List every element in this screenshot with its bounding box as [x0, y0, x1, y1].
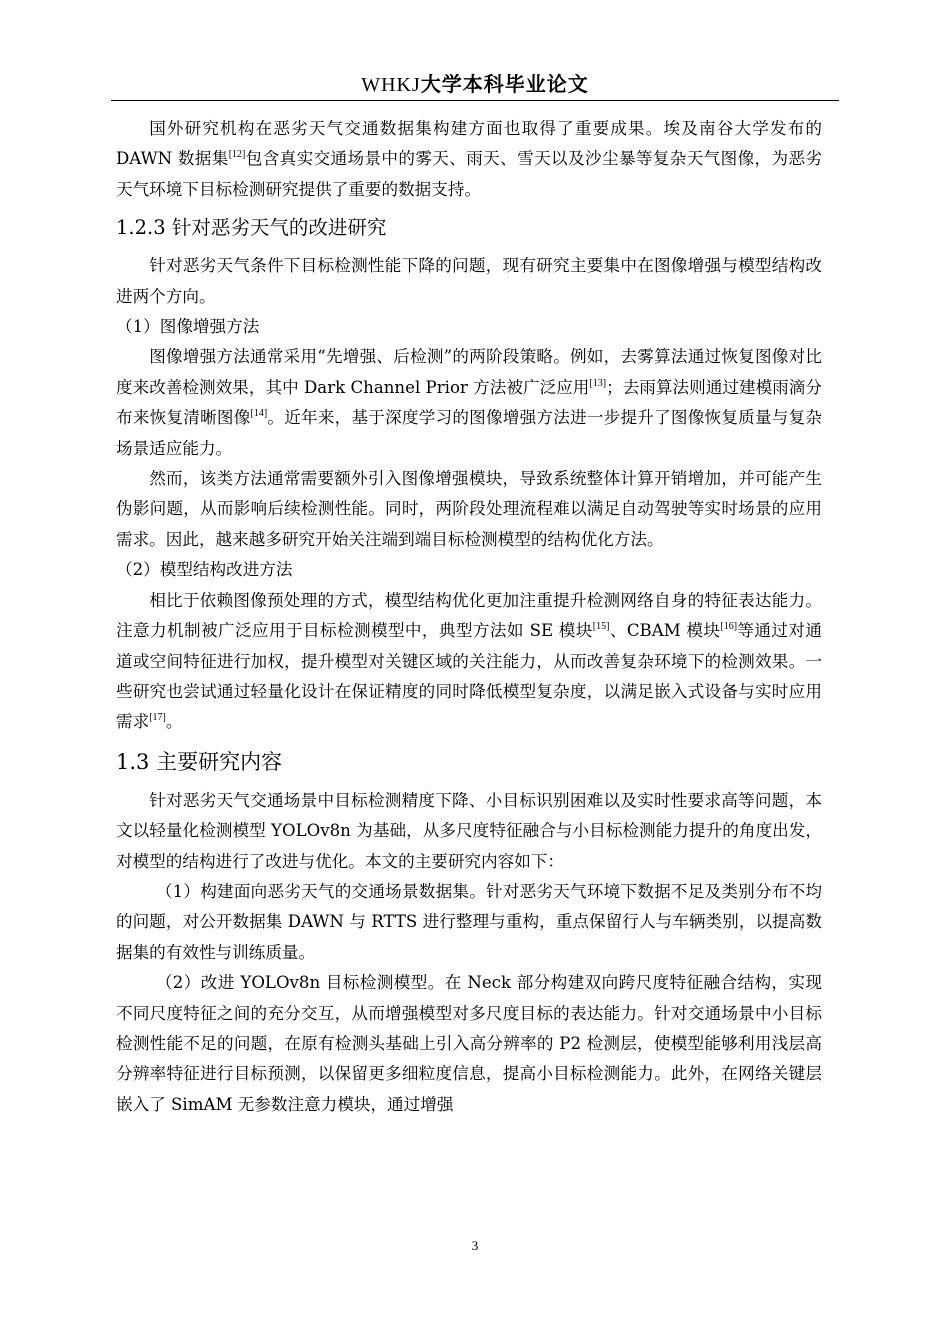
citation: [17] — [149, 712, 166, 724]
text: 相比于依赖图像预处理的方式，模型结构优化更加注重提升检测网络自身的特征表达能力。注意力机制被广泛应用于目标检测模型中，典型方法如 SE 模块 — [116, 590, 822, 641]
paragraph-image-enhancement — [116, 342, 822, 464]
subsection-heading-1-2-3: 1.2.3 针对恶劣天气的改进研究 — [116, 216, 387, 240]
paragraph-research-content: 针对恶劣天气交通场景中目标检测精度下降、小目标识别困难以及实时性要求高等问题，本文以轻量化检测模型 YOLOv8n 为基础，从多尺度特征融合与小目标检测能力提升的角度出发，对模型的结构进行了改进与优化。本文的主要研究内容如下： — [116, 790, 822, 871]
section-heading-1-3: 1.3 主要研究内容 — [116, 749, 283, 774]
text: ；去雨算法则通过建模雨滴分布来恢复清晰图像 — [116, 377, 822, 428]
text: 、CBAM 模块 — [609, 621, 721, 641]
list-heading-model-structure: （2）模型结构改进方法 — [116, 560, 293, 580]
page-number: 3 — [471, 1238, 479, 1253]
header-title: 大学本科毕业论文 — [420, 72, 589, 96]
text: 国外研究机构在恶劣天气交通数据集构建方面也取得了重要成果。埃及南谷大学发布的 DAWN 数据集 — [116, 119, 822, 169]
citation: [12] — [228, 149, 246, 161]
paragraph-item-2: （2）改进 YOLOv8n 目标检测模型。在 Neck 部分构建双向跨尺度特征融合结构，实现不同尺度特征之间的充分交互，从而增强模型对多尺度目标的表达能力。针对交通场景中小目标检测性能不足的问题，在原有检测头基础上引入高分辨率的 P2 检测层，使模型能够利用浅层高分辨率特征进行目标预测，以保留更多细粒度信息，提高小目标检测能力。此外，在网络关键层嵌入了 SimAM 无参数注意力模块，通过增强 — [116, 973, 822, 1114]
running-header — [111, 68, 839, 97]
paragraph-limitations: 然而，该类方法通常需要额外引入图像增强模块，导致系统整体计算开销增加，并可能产生伪影问题，从而影响后续检测性能。同时，两阶段处理流程难以满足自动驾驶等实时场景的应用需求。因此，越来越多研究开始关注端到端目标检测模型的结构优化方法。 — [116, 469, 822, 549]
text: 包含真实交通场景中的雾天、雨天、雪天以及沙尘暴等复杂天气图像，为恶劣天气环境下目标检测研究提供了重要的数据支持。 — [116, 149, 823, 199]
page-body — [116, 114, 822, 1120]
paragraph-intro: 针对恶劣天气条件下目标检测性能下降的问题，现有研究主要集中在图像增强与模型结构改进两个方向。 — [116, 256, 822, 306]
paragraph-dawn — [116, 114, 822, 205]
header-rule — [111, 100, 839, 101]
text: 图像增强方法通常采用“先增强、后检测”的两阶段策略。例如，去雾算法通过恢复图像对比度来改善检测效果，其中 Dark Channel Prior 方法被广泛应用 — [116, 347, 822, 397]
paragraph-model-structure — [116, 586, 822, 738]
citation: [16] — [720, 621, 738, 633]
citation: [15] — [592, 621, 610, 633]
list-heading-image-enhancement: （1）图像增强方法 — [116, 317, 260, 337]
text: 等通过对通道或空间特征进行加权，提升模型对关键区域的关注能力，从而改善复杂环境下的检测效果。一些研究也尝试通过轻量化设计在保证精度的同时降低模型复杂度，以满足嵌入式设备与实时应用需求 — [116, 621, 823, 732]
citation: [14] — [250, 408, 268, 420]
text: 。 — [165, 712, 183, 732]
header-latin: WHKJ — [361, 74, 421, 96]
text: 。近年来，基于深度学习的图像增强方法进一步提升了图像恢复质量与复杂场景适应能力。 — [116, 408, 823, 458]
citation: [13] — [589, 377, 607, 389]
paragraph-item-1: （1）构建面向恶劣天气的交通场景数据集。针对恶劣天气环境下数据不足及类别分布不均的问题，对公开数据集 DAWN 与 RTTS 进行整理与重构，重点保留行人与车辆类别，以提高数据集的有效性与训练质量。 — [116, 881, 822, 962]
